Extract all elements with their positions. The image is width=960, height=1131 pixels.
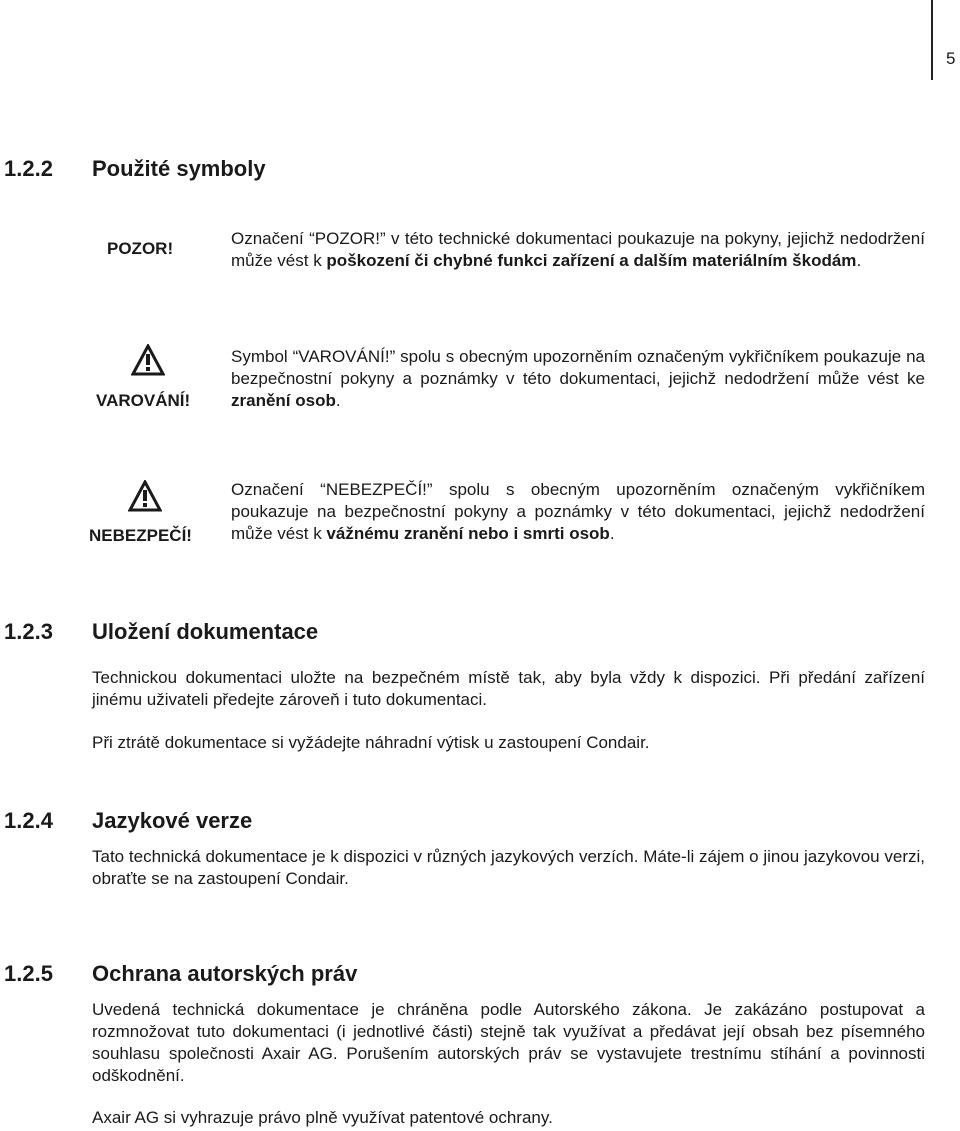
header-rule: [931, 0, 933, 80]
ochrana-paragraph-1: Uvedená technická dokumentace je chráněna podle Autorského zákona. Je zakázáno postupovat a rozmnožovat tuto dokumentaci (i jednotlivé části) stejně tak využívat a předávat její obsah bez písemného souhlasu společnosti Axair AG. Porušením autorských práv se vystavujete trestnímu stíhání a povinnosti odškodnění.: [92, 1000, 925, 1085]
warning-triangle-icon: [131, 344, 165, 376]
jazykove-paragraph-1: Tato technická dokumentace je k dispozici v různých jazykových verzích. Máte-li zájem o jinou jazykovou verzi, obraťte se na zastoupení Condair.: [92, 847, 925, 888]
pozor-text: [231, 228, 925, 272]
varovani-text-part: Symbol “VAROVÁNÍ!” spolu s obecným upozorněním označeným vykřičníkem poukazuje na bezpečnostní pokyny a poznámky v této dokumentaci, jejichž nedodržení může vést ke: [231, 347, 925, 388]
nebezpeci-text-end: .: [609, 524, 615, 543]
pozor-label: POZOR!: [107, 239, 174, 258]
section-number: 1.2.5: [4, 961, 53, 986]
section-number: 1.2.2: [4, 156, 53, 181]
warning-triangle-icon: [128, 480, 162, 512]
section-title: Použité symboly: [92, 156, 266, 181]
varovani-text-end: .: [335, 391, 341, 410]
varovani-label: VAROVÁNÍ!: [96, 391, 191, 410]
nebezpeci-text-part: Označení “NEBEZPEČÍ!” spolu s obecným upozorněním označeným vykřičníkem poukazuje na bezpečnostní pokyny a poznámky v této dokumentaci, jejichž nedodržení může vést k: [231, 480, 925, 543]
section-number: 1.2.4: [4, 808, 53, 833]
pozor-text-bold: poškození či chybné funkci zařízení a dalším materiálním škodám: [326, 251, 857, 270]
varovani-text: [231, 346, 925, 412]
pozor-text-part: Označení “POZOR!” v této technické dokumentaci poukazuje na pokyny, jejichž nedodržení může vést k: [231, 229, 925, 270]
varovani-text-bold: zranění osob: [231, 391, 336, 410]
pozor-text-end: .: [856, 251, 862, 270]
nebezpeci-text: [231, 479, 925, 545]
page-number: 5: [946, 49, 956, 68]
nebezpeci-label: NEBEZPEČÍ!: [89, 526, 192, 545]
ulozeni-paragraph-1: Technickou dokumentaci uložte na bezpečném místě tak, aby byla vždy k dispozici. Při předání zařízení jinému uživateli předejte zároveň i tuto dokumentaci.: [92, 668, 925, 709]
ochrana-paragraph-2: Axair AG si vyhrazuje právo plně využívat patentové ochrany.: [92, 1108, 553, 1127]
section-number: 1.2.3: [4, 619, 53, 644]
section-title: Jazykové verze: [92, 808, 253, 833]
ulozeni-paragraph-2: Při ztrátě dokumentace si vyžádejte náhradní výtisk u zastoupení Condair.: [92, 733, 650, 752]
nebezpeci-text-bold: vážnému zranění nebo i smrti osob: [326, 524, 610, 543]
section-title: Uložení dokumentace: [92, 619, 319, 644]
section-title: Ochrana autorských práv: [92, 961, 358, 986]
